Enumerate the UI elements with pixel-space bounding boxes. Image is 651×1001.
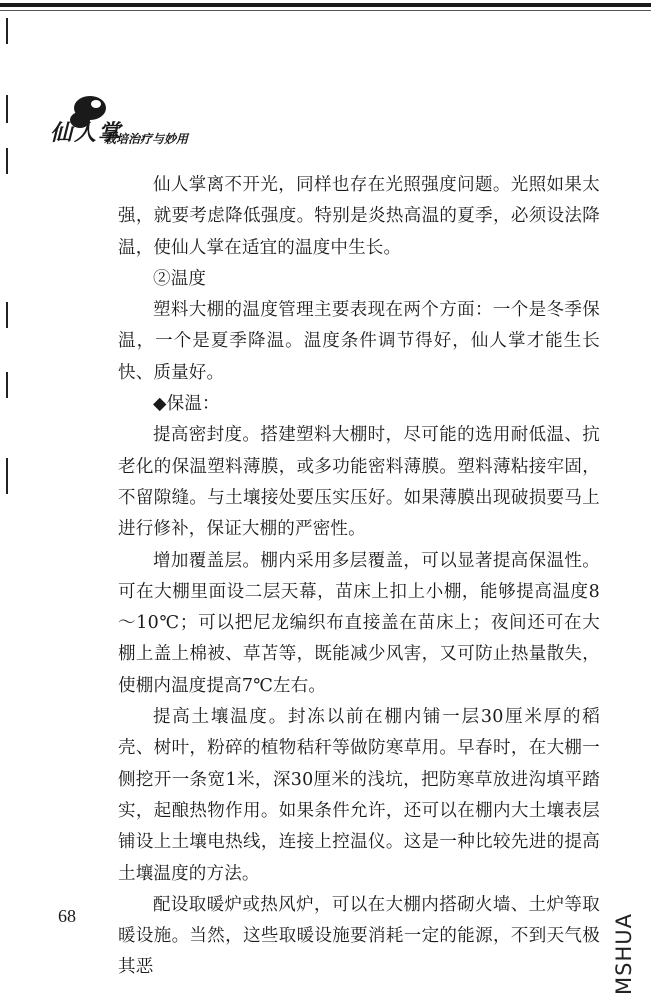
page-body <box>118 170 600 984</box>
scan-margin-mark <box>6 372 8 398</box>
top-border-rule <box>0 3 651 7</box>
scan-margin-mark <box>6 302 8 328</box>
body-paragraph: 增加覆盖层。棚内采用多层覆盖，可以显著提高保温性。可在大棚里面设二层天幕，苗床上扣上小棚，能够提高温度8～10℃；可以把尼龙编织布直接盖在苗床上；夜间还可在大棚上盖上棉被、草苫等，既能减少风害，又可防止热量散失，使棚内温度提高7℃左右。 <box>118 550 600 696</box>
scan-margin-mark <box>6 148 8 174</box>
running-header-logo <box>48 86 238 156</box>
body-paragraph: 提高密封度。搭建塑料大棚时，尽可能的选用耐低温、抗老化的保温塑料薄膜，或多功能密料薄膜。塑料薄粘接牢固，不留隙缝。与土壤接处要压实压好。如果薄膜出现破损要马上进行修补，保证大棚的严密性。 <box>118 425 600 540</box>
body-paragraph: 塑料大棚的温度管理主要表现在两个方面：一个是冬季保温，一个是夏季降温。温度条件调节得好，仙人掌才能生长快、质量好。 <box>118 300 600 383</box>
scan-margin-mark <box>6 458 8 494</box>
header-title: 仙人掌 <box>50 120 123 146</box>
body-paragraph: 配设取暖炉或热风炉，可以在大棚内搭砌火墙、土炉等取暖设施。当然，这些取暖设施要消耗一定的能源，不到天气极其恶 <box>118 894 600 978</box>
scan-margin-mark <box>6 18 8 44</box>
scan-margin-mark <box>6 95 8 123</box>
watermark-text: MSHUA <box>612 913 636 995</box>
section-heading: ②温度 <box>153 268 207 289</box>
body-paragraph: 提高土壤温度。封冻以前在棚内铺一层30厘米厚的稻壳、树叶，粉碎的植物秸秆等做防寒草用。早春时，在大棚一侧挖开一条宽1米，深30厘米的浅坑，把防寒草放进沟填平踏实，起酿热物作用。如果条件允许，还可以在棚内大土壤表层铺设上土壤电热线，连接上控温仪。这是一种比较先进的提高土壤温度的方法。 <box>118 707 600 884</box>
page-number: 68 <box>58 906 76 926</box>
top-border-thin-rule <box>0 10 651 11</box>
header-subtitle: 栽培治疗与妙用 <box>104 132 189 146</box>
body-paragraph: 仙人掌离不开光，同样也存在光照强度问题。光照如果太强，就要考虑降低强度。特别是炎热高温的夏季，必须设法降温，使仙人掌在适宜的温度中生长。 <box>118 175 600 258</box>
subsection-heading: ◆保温： <box>153 394 220 415</box>
